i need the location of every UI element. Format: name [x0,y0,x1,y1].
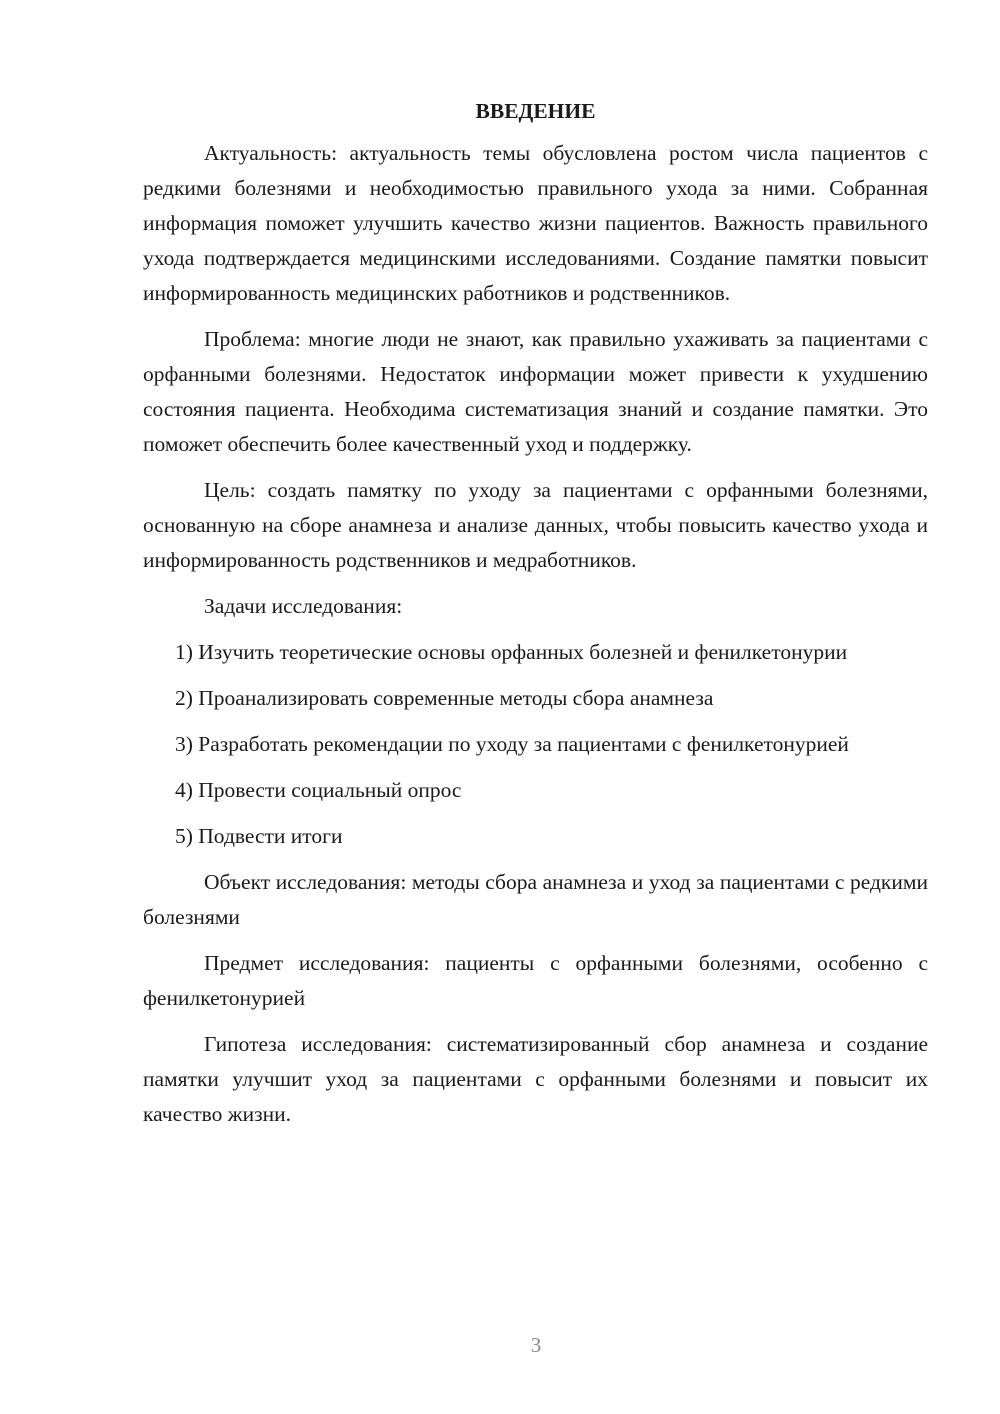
page-title: ВВЕДЕНИЕ [475,99,596,123]
paragraph-goal: Цель: создать памятку по уходу за пациентами с орфанными болезнями, основанную на сборе анамнеза и анализе данных, чтобы повысить качество ухода и информированность родственников и медработников. [143,478,928,572]
task-item: 4) Провести социальный опрос [175,778,462,802]
paragraph-object: Объект исследования: методы сбора анамнеза и уход за пациентами с редкими болезнями [143,870,928,929]
task-item: 1) Изучить теоретические основы орфанных болезней и фенилкетонурии [175,640,848,664]
task-item: 5) Подвести итоги [175,824,343,848]
paragraph-hypothesis: Гипотеза исследования: систематизированный сбор анамнеза и создание памятки улучшит уход за пациентами с орфанными болезнями и повысит их качество жизни. [143,1032,928,1126]
page-number: 3 [530,1333,542,1357]
paragraph-subject: Предмет исследования: пациенты с орфанными болезнями, особенно с фенилкетонурией [143,951,928,1010]
paragraph-problem: Проблема: многие люди не знают, как правильно ухаживать за пациентами с орфанными болезнями. Недостаток информации может привести к ухудшению состояния пациента. Необходима систематизация знаний и создание памятки. Это поможет обеспечить более качественный уход и поддержку. [143,327,928,456]
document-page [143,96,928,1143]
paragraph-relevance: Актуальность: актуальность темы обусловлена ростом числа пациентов с редкими болезнями и необходимостью правильного ухода за ними. Собранная информация поможет улучшить качество жизни пациентов. Важность правильного ухода подтверждается медицинскими исследованиями. Создание памятки повысит информированность медицинских работников и родственников. [143,141,928,305]
task-item: 2) Проанализировать современные методы сбора анамнеза [175,686,714,710]
task-item: 3) Разработать рекомендации по уходу за пациентами с фенилкетонурией [175,732,849,756]
tasks-heading: Задачи исследования: [204,594,403,618]
